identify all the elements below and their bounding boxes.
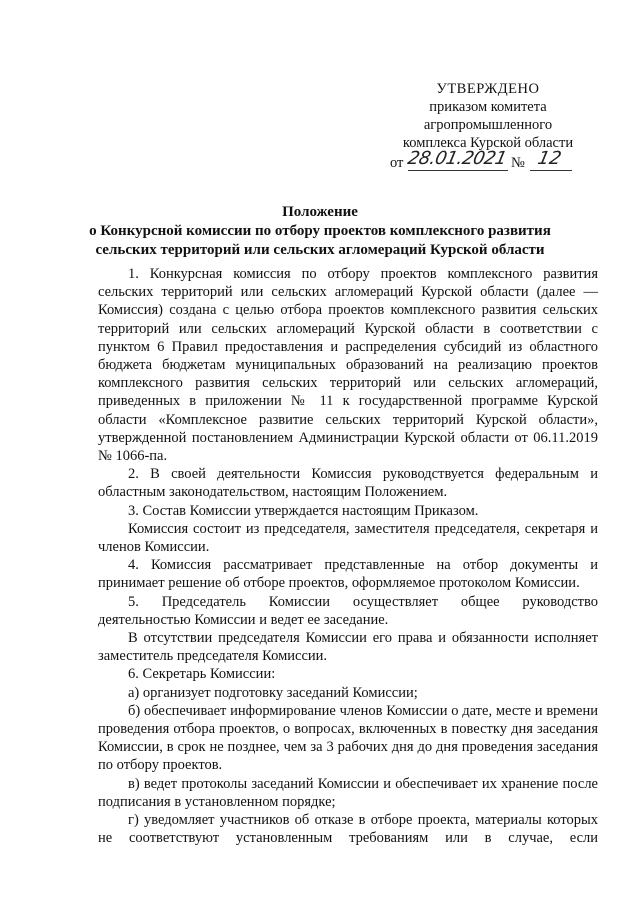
handwritten-date: 28.01.2021: [405, 148, 509, 169]
approval-line-3: комплекса Курской области: [402, 135, 574, 151]
paragraph-5: 5. Председатель Комиссии осуществляет общее руководство деятельностью Комиссии и ведет ее заседание.: [98, 593, 598, 628]
title-line-1: Положение: [282, 204, 358, 220]
approval-date-number-row: [388, 148, 588, 174]
paragraph-3-composition: Комиссия состоит из председателя, заместителя председателя, секретаря и членов Комиссии.: [98, 520, 598, 556]
approval-stamp-block: [388, 80, 588, 174]
paragraph-1: 1. Конкурсная комиссия по отбору проектов комплексного развития сельских территорий или сельских агломераций Курской области (далее — Комиссия) создана с целью отбора проектов комплексного развития сельских территорий или сельских агломераций Курской области в соответствии с пунктом 6 Правил предоставления и распределения субсидий из областного бюджета бюджетам муниципальных образований на реализацию проектов комплексного развития сельских территорий или сельских агломераций, приведенных в приложении № 11 к государственной программе Курской области «Комплексное развитие сельских территорий Курской области», утвержденной постановлением Администрации Курской области от 06.11.2019 № 1066-па.: [98, 266, 598, 465]
paragraph-5-deputy: В отсутствии председателя Комиссии его права и обязанности исполняет заместитель председателя Комиссии.: [98, 630, 598, 665]
paragraph-4: 4. Комиссия рассматривает представленные на отбор документы и принимает решение об отборе проектов, оформляемое протоколом Комиссии.: [98, 557, 598, 592]
paragraph-6v: в) ведет протоколы заседаний Комиссии и обеспечивает их хранение после подписания в установленном порядке;: [98, 775, 598, 810]
title-line-3: сельских территорий или сельских агломераций Курской области: [95, 242, 545, 258]
paragraph-2: 2. В своей деятельности Комиссия руководствуется федеральным и областным законодательством, настоящим Положением.: [98, 466, 598, 501]
handwritten-number: 12: [535, 148, 564, 169]
date-prefix: от: [390, 155, 404, 171]
paragraph-6b: б) обеспечивает информирование членов Комиссии о дате, месте и времени проведения отбора проектов, о вопросах, включенных в повестку дня заседания Комиссии, в срок не позднее, чем за 3 рабочих дня до дня проведения заседания по отбору проектов.: [98, 702, 598, 774]
approval-line-2: агропромышленного: [423, 117, 553, 133]
title-line-2: о Конкурсной комиссии по отбору проектов комплексного развития: [89, 223, 551, 239]
approval-heading: УТВЕРЖДЕНО: [436, 81, 540, 97]
paragraph-6a: а) организует подготовку заседаний Комиссии;: [128, 684, 418, 701]
paragraph-6: 6. Секретарь Комиссии:: [128, 666, 276, 683]
paragraph-3: 3. Состав Комиссии утверждается настоящим Приказом.: [128, 502, 479, 519]
document-title: [60, 203, 580, 260]
date-underline: [408, 170, 508, 171]
document-body: [98, 265, 598, 848]
number-underline: [530, 170, 572, 171]
approval-line-1: приказом комитета: [429, 99, 547, 115]
number-prefix: №: [511, 155, 525, 171]
paragraph-6g: г) уведомляет участников об отказе в отборе проекта, материалы которых не соответствуют установленным требованиям или в случае, если: [98, 812, 598, 847]
